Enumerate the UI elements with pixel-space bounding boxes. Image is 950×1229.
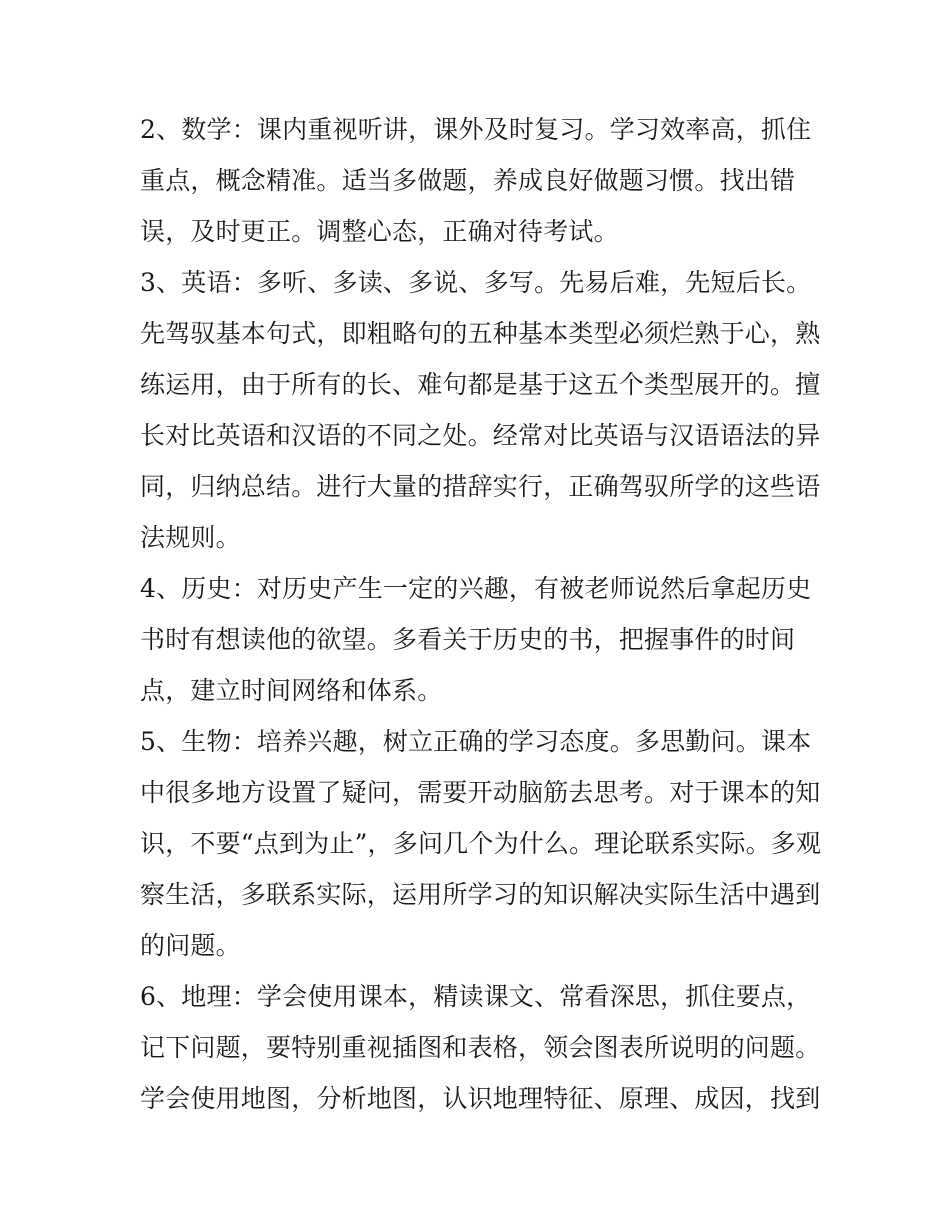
- text-line: 5、生物：培养兴趣，树立正确的学习态度。多思勤问。课本: [140, 727, 812, 756]
- text-line: 书时有想读他的欲望。多看关于历史的书，把握事件的时间: [140, 625, 796, 654]
- text-line: 6、地理：学会使用课本，精读课文、常看深思，抓住要点，: [140, 982, 812, 1011]
- text-line: 的问题。: [140, 931, 241, 960]
- text-line: 3、英语：多听、多读、多说、多写。先易后难，先短后长。: [140, 268, 812, 297]
- text-line: 识，不要“点到为止”，多问几个为什么。理论联系实际。多观: [140, 829, 822, 858]
- text-line: 察生活，多联系实际，运用所学习的知识解决实际生活中遇到: [140, 880, 821, 909]
- text-line: 先驾驭基本句式，即粗略句的五种基本类型必须烂熟于心，熟: [140, 319, 821, 348]
- text-line: 点，建立时间网络和体系。: [140, 676, 443, 705]
- text-line: 长对比英语和汉语的不同之处。经常对比英语与汉语语法的异: [140, 421, 821, 450]
- text-line: 学会使用地图，分析地图，认识地理特征、原理、成因，找到: [140, 1084, 821, 1113]
- text-line: 误，及时更正。调整心态，正确对待考试。: [140, 217, 619, 246]
- text-line: 练运用，由于所有的长、难句都是基于这五个类型展开的。擅: [140, 370, 821, 399]
- text-line: 中很多地方设置了疑问，需要开动脑筋去思考。对于课本的知: [140, 778, 821, 807]
- text-line: 法规则。: [140, 523, 241, 552]
- text-line: 4、历史：对历史产生一定的兴趣，有被老师说然后拿起历史: [140, 574, 812, 603]
- text-line: 同，归纳总结。进行大量的措辞实行，正确驾驭所学的这些语: [140, 472, 821, 501]
- text-line: 2、数学：课内重视听讲，课外及时复习。学习效率高，抓住: [140, 115, 812, 144]
- text-line: 重点，概念精准。适当多做题，养成良好做题习惯。找出错: [140, 166, 796, 195]
- text-line: 记下问题，要特别重视插图和表格，领会图表所说明的问题。: [140, 1033, 821, 1062]
